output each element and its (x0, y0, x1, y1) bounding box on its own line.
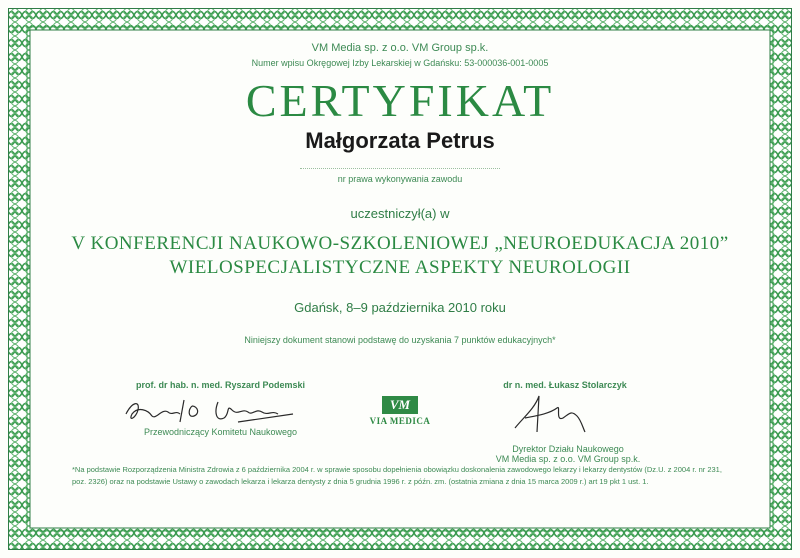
signatory-right-role-line2: VM Media sp. z o.o. VM Group sp.k. (495, 454, 641, 464)
signature-left-image (118, 392, 303, 428)
conference-title-line2: WIELOSPECJALISTYCZNE ASPEKTY NEUROLOGII (169, 257, 631, 278)
license-label: nr prawa wykonywania zawodu (337, 174, 463, 184)
conference-title-line1: V KONFERENCJI NAUKOWO-SZKOLENIOWEJ „NEUROEDUKACJA 2010” (71, 233, 729, 254)
place-and-date: Gdańsk, 8–9 października 2010 roku (294, 300, 506, 315)
issuer-name: VM Media sp. z o.o. VM Group sp.k. (311, 42, 489, 54)
signatory-right-role-line1: Dyrektor Działu Naukowego (512, 444, 624, 454)
license-number-line (300, 168, 500, 169)
legal-footnote: *Na podstawie Rozporządzenia Ministra Zdrowia z 6 października 2004 r. w sprawie sposobu dopełnienia obowiązku doskonalenia zawodowego lekarzy i lekarzy dentystów (Dz.U. z 2004 r. nr 231, poz. 2326) oraz na podstawie Ustawy o zawodach lekarza i lekarza dentysty z dnia 5 grudnia 1996 r. z późn. zm. (ostatnia zmiana z dnia 15 marca 2009 r.) art 19 pkt 1 ust. 1. (72, 465, 722, 486)
recipient-name: Małgorzata Petrus (305, 128, 495, 153)
points-note: Niniejszy dokument stanowi podstawę do uzyskania 7 punktów edukacyjnych* (244, 335, 556, 345)
signatory-right-name: dr n. med. Łukasz Stolarczyk (503, 380, 627, 390)
vm-logo-mark: VM (382, 396, 418, 414)
participated-text: uczestniczył(a) w (350, 206, 450, 221)
signatory-left-role: Przewodniczący Komitetu Naukowego (143, 427, 298, 437)
certificate-title: CERTYFIKAT (245, 75, 555, 126)
via-medica-logo (362, 396, 438, 430)
signature-right-image (505, 388, 590, 438)
registry-number: Numer wpisu Okręgowej Izby Lekarskiej w Gdańsku: 53-000036-001-0005 (251, 58, 549, 68)
signatory-left-name: prof. dr hab. n. med. Ryszard Podemski (135, 380, 306, 390)
logo-text: VIA MEDICA (369, 416, 431, 426)
